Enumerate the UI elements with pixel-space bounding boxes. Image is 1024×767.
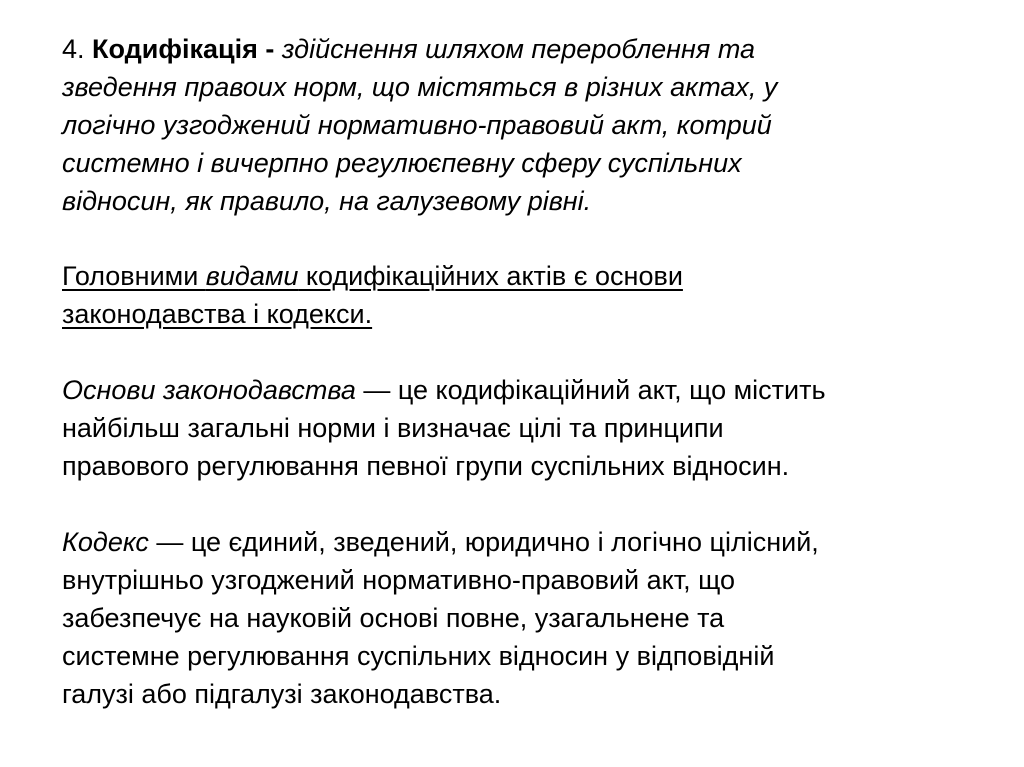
basics-term: Основи законодавства — [62, 375, 356, 405]
types-emphasis: видами — [205, 261, 299, 291]
types-text-end: законодавства і кодекси. — [62, 299, 373, 329]
codification-text-3: логічно узгоджений нормативно-правовий акт, котрий — [62, 110, 772, 140]
codification-definition — [62, 30, 777, 220]
code-line-1 — [62, 523, 819, 561]
code-text-2: внутрішньо узгоджений нормативно-правовий акт, що — [62, 565, 736, 595]
code-text-4: системне регулювання суспільних відносин у відповідній — [62, 641, 775, 671]
code-definition — [62, 523, 819, 713]
basics-text-2: найбільш загальні норми і визначає цілі та принципи — [62, 413, 724, 443]
codification-term: Кодифікація - — [92, 34, 275, 64]
code-term: Кодекс — [62, 527, 149, 557]
basics-definition — [62, 371, 826, 485]
types-text-before: Головними — [62, 261, 206, 291]
codification-types — [62, 257, 683, 333]
item-number: 4. — [62, 34, 85, 64]
basics-text-1: — це кодифікаційний акт, що містить — [355, 375, 826, 405]
basics-line-1 — [62, 371, 826, 409]
codification-text-2: зведення правоих норм, що містяться в різних актах, у — [62, 72, 778, 102]
codification-line-1 — [62, 30, 777, 68]
types-text-after: кодифікаційних актів є основи — [298, 261, 683, 291]
types-line-1 — [62, 257, 683, 295]
basics-text-3: правового регулювання певної групи суспільних відносин. — [62, 451, 790, 481]
code-text-3: забезпечує на науковій основі повне, узагальнене та — [62, 603, 725, 633]
types-line-2 — [62, 295, 683, 333]
code-text-1: — це єдиний, зведений, юридично і логічно цілісний, — [148, 527, 819, 557]
code-text-5: галузі або підгалузі законодавства. — [62, 679, 502, 709]
codification-text-4: системно і вичерпно регулюєпевну сферу суспільних — [62, 148, 742, 178]
codification-text-1: здійснення шляхом перероблення та — [281, 34, 756, 64]
codification-text-5: відносин, як правило, на галузевому рівні. — [62, 186, 592, 216]
